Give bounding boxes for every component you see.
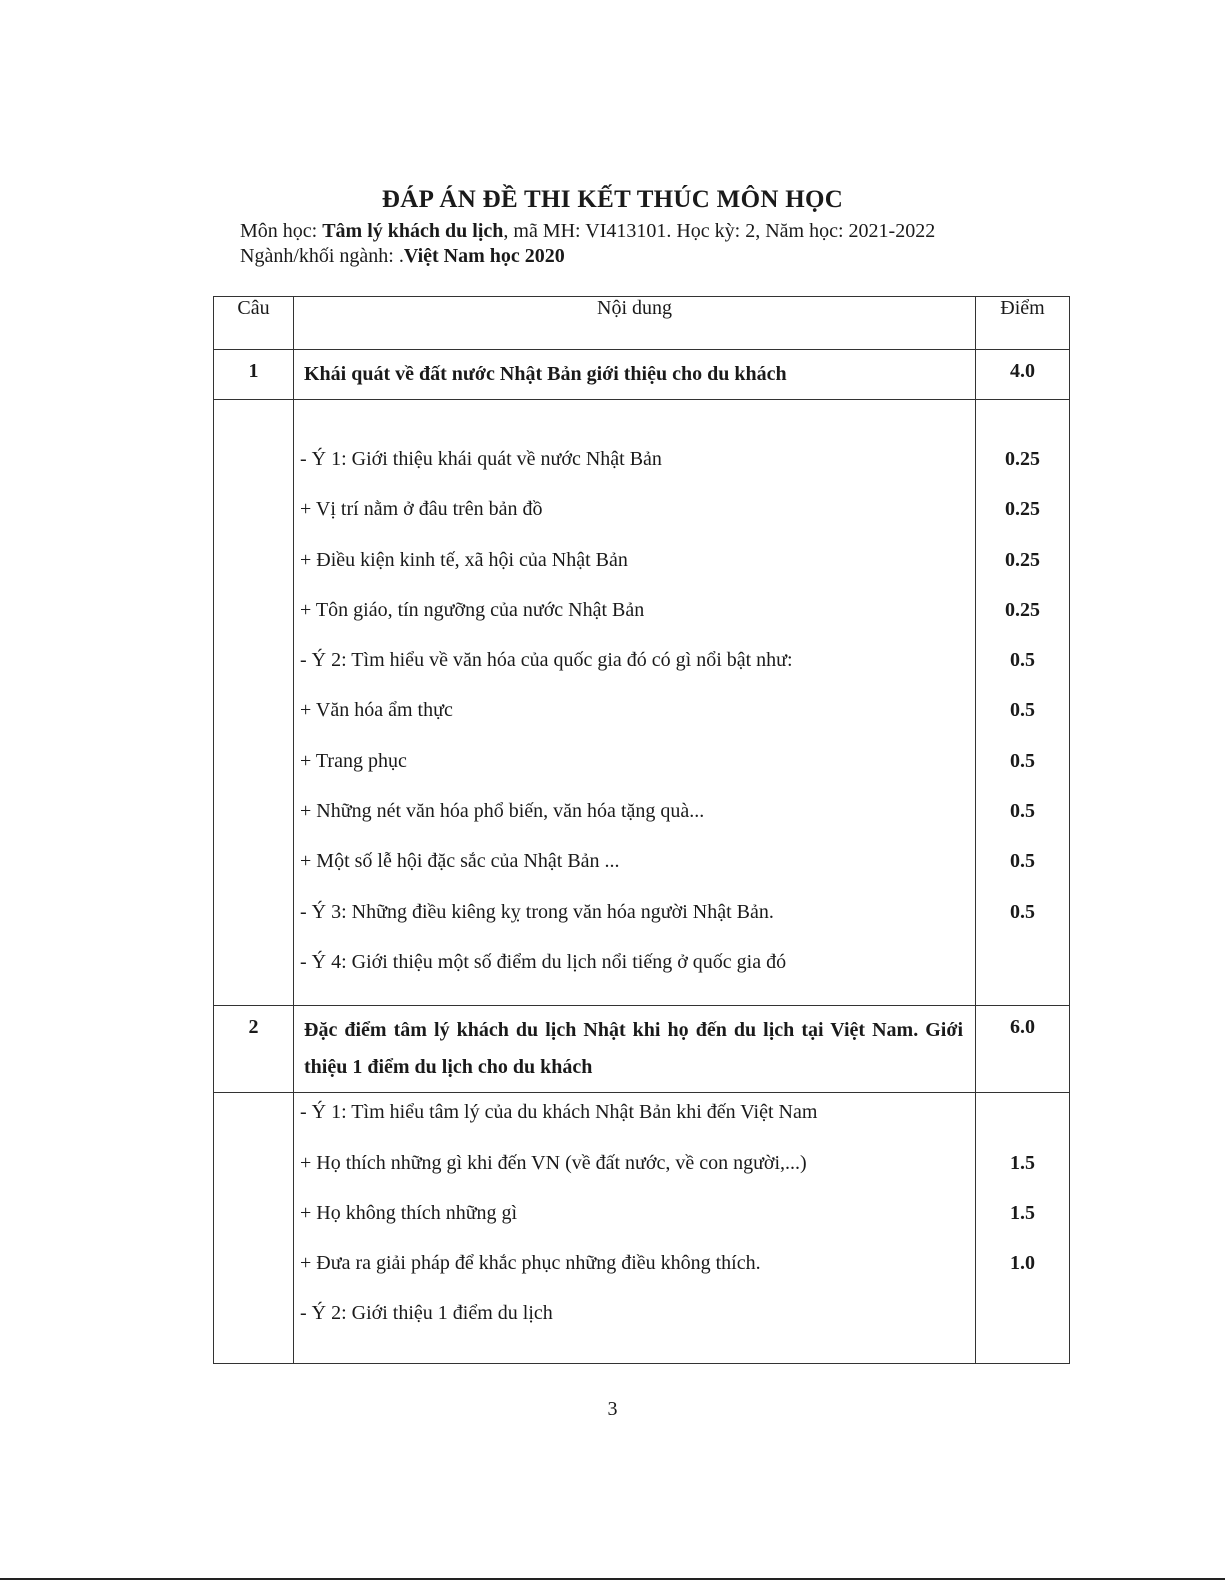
list-item: + Điều kiện kinh tế, xã hội của Nhật Bản — [300, 548, 628, 571]
item-score: 0.5 — [1010, 699, 1035, 722]
subject-line — [240, 220, 935, 243]
subject-name: Tâm lý khách du lịch — [322, 220, 504, 242]
item-score: 1.5 — [1010, 1201, 1035, 1224]
question-1-number: 1 — [214, 350, 294, 400]
item-score: 1.5 — [1010, 1151, 1035, 1174]
major-label: Ngành/khối ngành: . — [240, 245, 404, 267]
question-2-title: Đặc điểm tâm lý khách du lịch Nhật khi họ đến du lịch tại Việt Nam. Giới thiệu 1 điểm du lịch cho du khách — [294, 1006, 976, 1093]
question-2-score: 6.0 — [976, 1006, 1070, 1093]
list-item: + Đưa ra giải pháp để khắc phục những điều không thích. — [300, 1252, 761, 1275]
item-score: 0.5 — [1010, 749, 1035, 772]
list-item: - Ý 4: Giới thiệu một số điểm du lịch nổi tiếng ở quốc gia đó — [300, 950, 787, 973]
list-item: - Ý 2: Tìm hiểu về văn hóa của quốc gia đó có gì nổi bật như: — [300, 649, 793, 672]
item-score — [976, 949, 1069, 999]
item-score: 0.25 — [1005, 498, 1040, 521]
list-item: + Trang phục — [300, 749, 407, 772]
list-item: + Họ không thích những gì — [300, 1201, 518, 1224]
list-item: - Ý 1: Tìm hiểu tâm lý của du khách Nhật Bản khi đến Việt Nam — [300, 1101, 818, 1124]
list-item: + Họ thích những gì khi đến VN (về đất nước, về con người,...) — [300, 1151, 807, 1174]
list-item: + Những nét văn hóa phổ biến, văn hóa tặng quà... — [300, 800, 705, 823]
item-score: 0.5 — [1010, 649, 1035, 672]
question-2-item-scores — [976, 1093, 1070, 1363]
major-name: Việt Nam học 2020 — [403, 245, 565, 267]
list-item: - Ý 1: Giới thiệu khái quát về nước Nhật Bản — [300, 448, 662, 470]
question-2-detail-row — [214, 1093, 1070, 1363]
header-question: Câu — [214, 297, 294, 350]
header-content: Nội dung — [294, 297, 976, 350]
question-1-detail-number-cell — [214, 400, 294, 1006]
list-item: - Ý 3: Những điều kiêng kỵ trong văn hóa người Nhật Bản. — [300, 900, 774, 923]
major-line — [240, 245, 565, 268]
list-item: + Văn hóa ẩm thực — [300, 699, 453, 722]
subject-details: , mã MH: VI413101. Học kỳ: 2, Năm học: 2021-2022 — [503, 220, 936, 242]
item-score — [976, 1099, 1069, 1149]
scan-edge-divider — [0, 1578, 1225, 1580]
question-2-detail-number-cell — [214, 1093, 294, 1363]
header-score: Điểm — [976, 297, 1070, 350]
list-item: + Vị trí nằm ở đâu trên bản đồ — [300, 498, 543, 521]
question-1-items — [294, 400, 976, 1006]
question-1-item-scores — [976, 400, 1070, 1006]
item-score: 0.25 — [1005, 598, 1040, 621]
answer-table — [213, 296, 1070, 1364]
subject-label: Môn học: — [240, 220, 323, 242]
item-score: 0.5 — [1010, 800, 1035, 823]
question-2-number: 2 — [214, 1006, 294, 1093]
item-score: 1.0 — [1010, 1252, 1035, 1275]
item-score: 0.5 — [1010, 850, 1035, 873]
question-1-detail-row — [214, 400, 1070, 1006]
list-item: - Ý 2: Giới thiệu 1 điểm du lịch — [300, 1302, 553, 1325]
table-header-row — [214, 297, 1070, 350]
item-score — [976, 1300, 1069, 1350]
document-title: ĐÁP ÁN ĐỀ THI KẾT THÚC MÔN HỌC — [381, 186, 844, 213]
item-score: 0.25 — [1005, 448, 1040, 470]
item-score: 0.25 — [1005, 548, 1040, 571]
list-item: + Tôn giáo, tín ngưỡng của nước Nhật Bản — [300, 598, 645, 621]
question-2-row — [214, 1006, 1070, 1093]
question-1-score: 4.0 — [976, 350, 1070, 400]
question-1-row — [214, 350, 1070, 400]
page-number: 3 — [607, 1398, 618, 1420]
item-score: 0.5 — [1010, 900, 1035, 923]
question-1-title: Khái quát về đất nước Nhật Bản giới thiệu cho du khách — [294, 350, 976, 400]
question-2-items — [294, 1093, 976, 1363]
list-item: + Một số lễ hội đặc sắc của Nhật Bản ... — [300, 850, 620, 873]
